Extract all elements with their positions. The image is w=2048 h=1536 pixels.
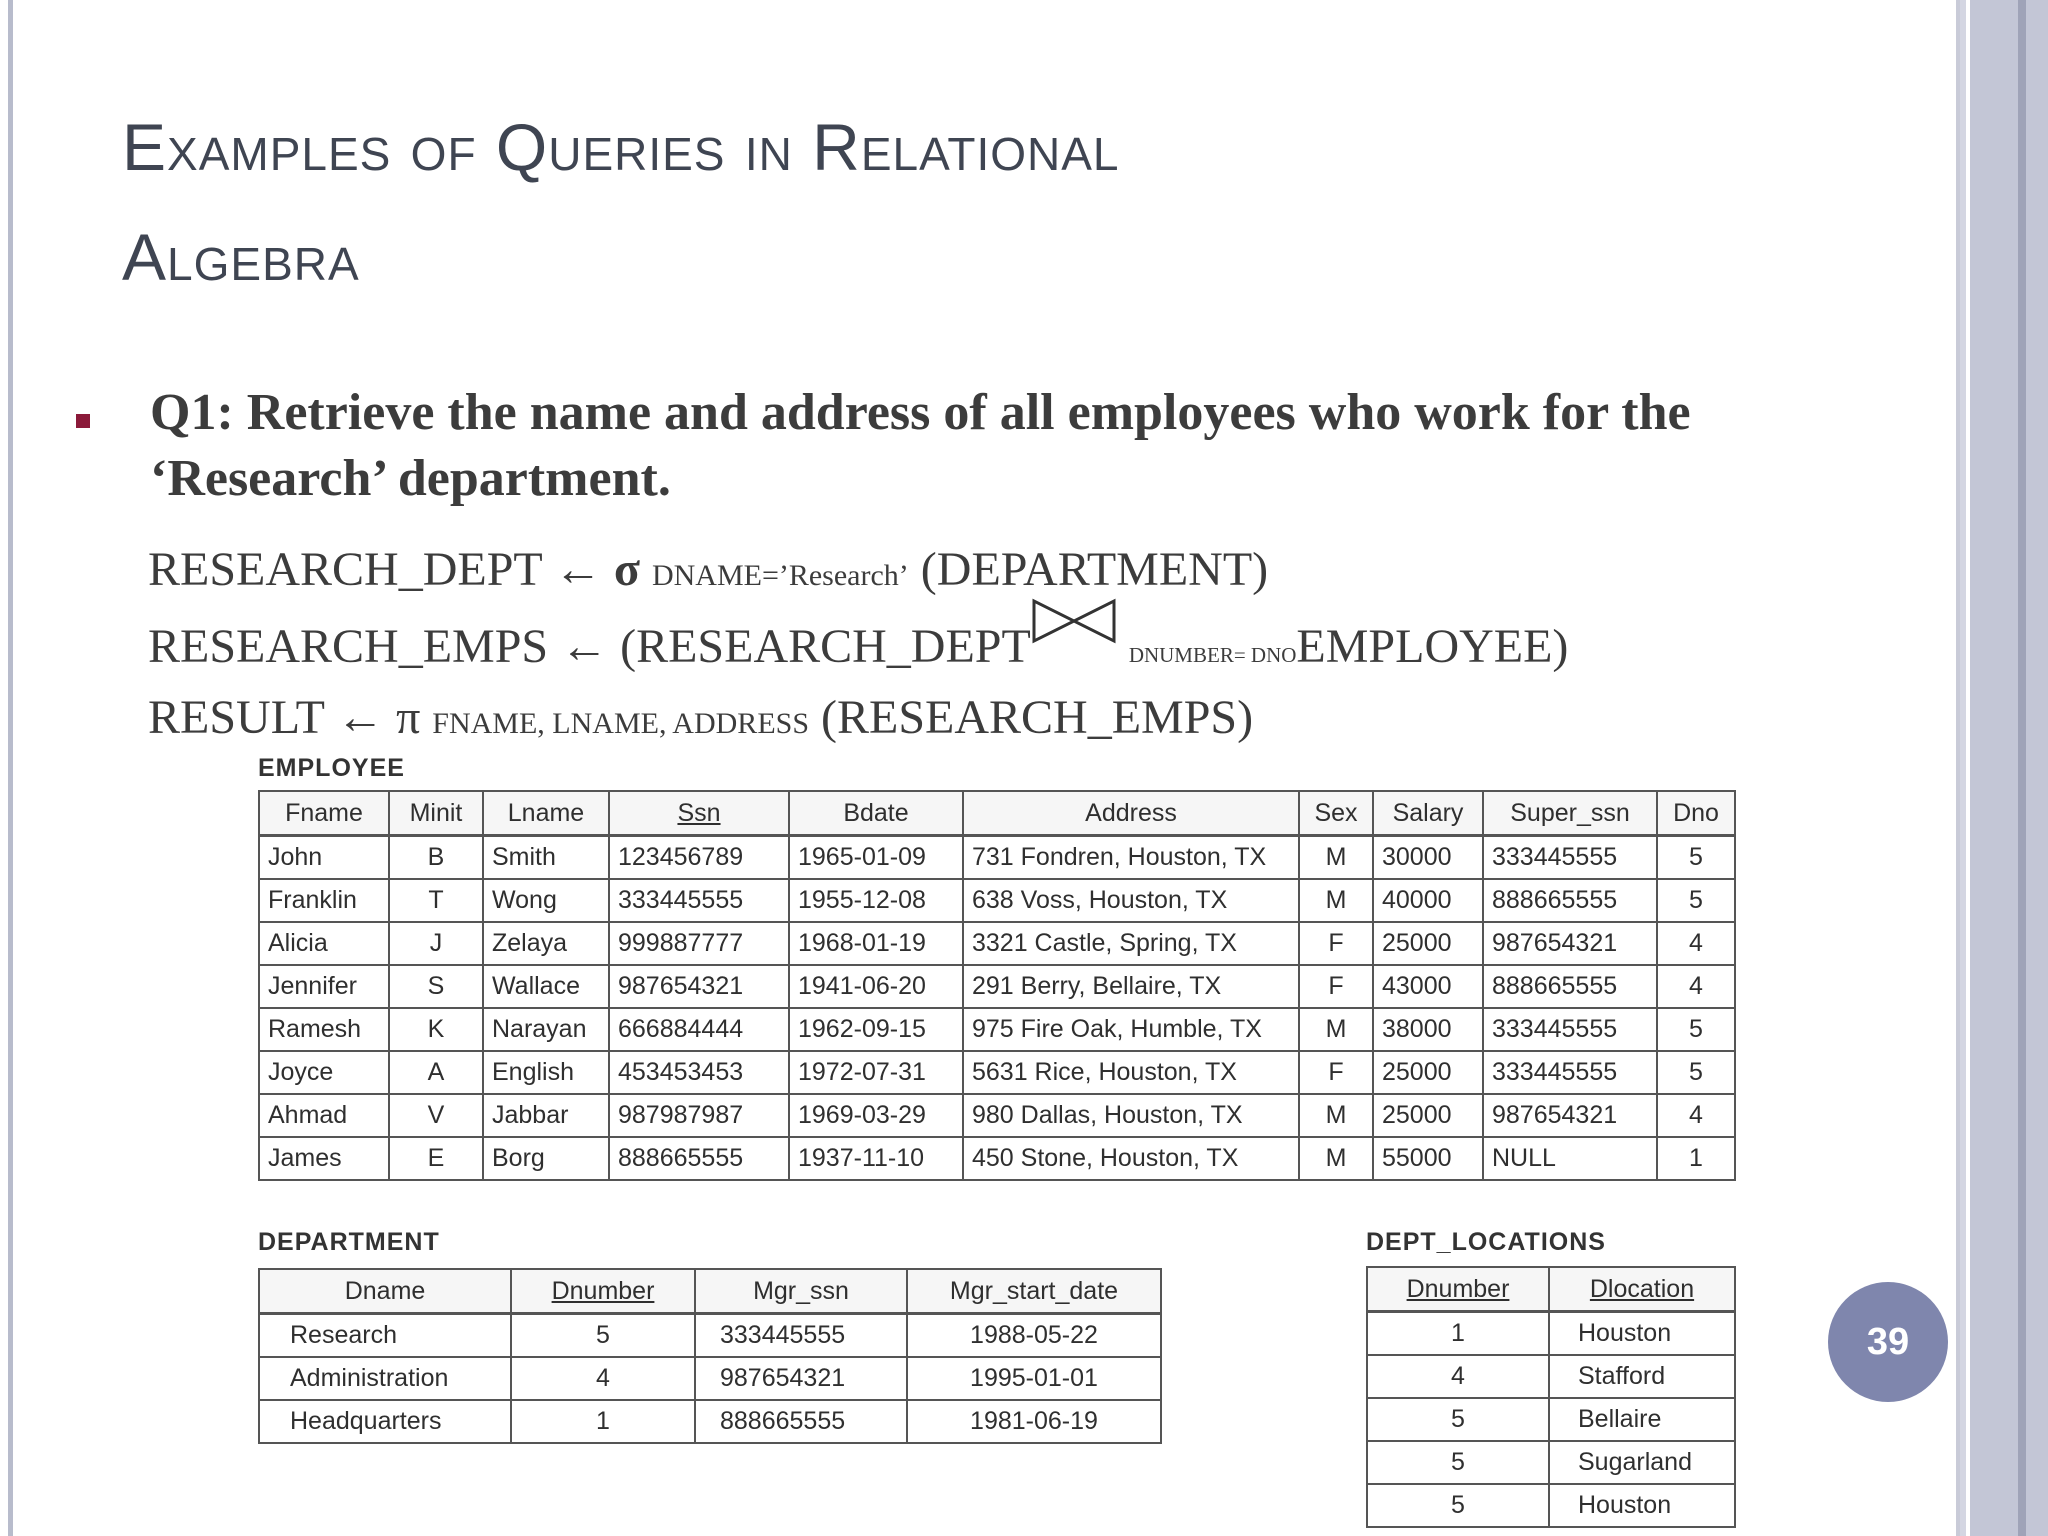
cell: 888665555 bbox=[1483, 879, 1657, 922]
right-decorative-band bbox=[1960, 0, 2048, 1536]
cell: Joyce bbox=[259, 1051, 389, 1094]
cell: 1 bbox=[1367, 1312, 1549, 1356]
cell: 1981-06-19 bbox=[907, 1400, 1161, 1443]
department-caption: DEPARTMENT bbox=[258, 1228, 440, 1256]
title-line-2: Algebra bbox=[122, 220, 360, 294]
cell: 987654321 bbox=[1483, 922, 1657, 965]
cell: J bbox=[389, 922, 483, 965]
cell: 1965-01-09 bbox=[789, 836, 963, 880]
cell: 5 bbox=[511, 1314, 695, 1358]
cell: 987654321 bbox=[695, 1357, 907, 1400]
cell: 888665555 bbox=[1483, 965, 1657, 1008]
cell: 453453453 bbox=[609, 1051, 789, 1094]
join-bowtie-icon bbox=[1031, 598, 1117, 644]
cell: S bbox=[389, 965, 483, 1008]
expr1-lhs: RESEARCH_DEPT bbox=[148, 543, 542, 596]
table-row bbox=[259, 922, 1735, 965]
bullet-square-icon bbox=[76, 414, 90, 428]
expr2-arrow: ← bbox=[560, 620, 609, 673]
cell: 123456789 bbox=[609, 836, 789, 880]
cell: M bbox=[1299, 879, 1373, 922]
cell: 4 bbox=[1657, 1094, 1735, 1137]
cell: 450 Stone, Houston, TX bbox=[963, 1137, 1299, 1180]
cell: 25000 bbox=[1373, 1051, 1483, 1094]
cell: 5 bbox=[1367, 1484, 1549, 1527]
col-header: Minit bbox=[389, 791, 483, 836]
expr3-arrow: ← bbox=[336, 691, 385, 744]
cell: M bbox=[1299, 1094, 1373, 1137]
cell: Bellaire bbox=[1549, 1398, 1735, 1441]
cell: 1941-06-20 bbox=[789, 965, 963, 1008]
table-row bbox=[1367, 1312, 1735, 1356]
cell: 291 Berry, Bellaire, TX bbox=[963, 965, 1299, 1008]
cell: K bbox=[389, 1008, 483, 1051]
cell: Ramesh bbox=[259, 1008, 389, 1051]
cell: F bbox=[1299, 965, 1373, 1008]
expr1-condition: DNAME=’Research’ bbox=[651, 559, 909, 592]
cell: Houston bbox=[1549, 1312, 1735, 1356]
cell: 4 bbox=[511, 1357, 695, 1400]
left-border bbox=[8, 0, 13, 1536]
cell: 1 bbox=[511, 1400, 695, 1443]
expression-research-emps bbox=[148, 616, 1568, 683]
employee-table bbox=[258, 790, 1736, 1181]
cell: 987987987 bbox=[609, 1094, 789, 1137]
expr2-condition: DNUMBER= DNO bbox=[1128, 643, 1297, 667]
dept-locations-caption: DEPT_LOCATIONS bbox=[1366, 1228, 1606, 1256]
cell: B bbox=[389, 836, 483, 880]
table-row bbox=[259, 1314, 1161, 1358]
table-row bbox=[1367, 1484, 1735, 1527]
cell: Stafford bbox=[1549, 1355, 1735, 1398]
dept-locations-header-row bbox=[1367, 1267, 1735, 1312]
cell: 333445555 bbox=[1483, 1051, 1657, 1094]
cell: Ahmad bbox=[259, 1094, 389, 1137]
cell: 5 bbox=[1367, 1398, 1549, 1441]
cell: 333445555 bbox=[695, 1314, 907, 1358]
table-row bbox=[1367, 1355, 1735, 1398]
cell: Sugarland bbox=[1549, 1441, 1735, 1484]
cell: English bbox=[483, 1051, 609, 1094]
cell: F bbox=[1299, 922, 1373, 965]
cell: 1972-07-31 bbox=[789, 1051, 963, 1094]
col-header-key: Dlocation bbox=[1549, 1267, 1735, 1312]
cell: John bbox=[259, 836, 389, 880]
table-row bbox=[259, 1357, 1161, 1400]
cell: Borg bbox=[483, 1137, 609, 1180]
expr3-attributes: FNAME, LNAME, ADDRESS bbox=[432, 707, 810, 740]
cell: 1995-01-01 bbox=[907, 1357, 1161, 1400]
cell: E bbox=[389, 1137, 483, 1180]
cell: 1955-12-08 bbox=[789, 879, 963, 922]
col-header: Dno bbox=[1657, 791, 1735, 836]
cell: M bbox=[1299, 836, 1373, 880]
cell: 888665555 bbox=[695, 1400, 907, 1443]
expr2-lhs: RESEARCH_EMPS bbox=[148, 620, 549, 673]
slide-title bbox=[122, 92, 1902, 312]
cell: 5 bbox=[1657, 1008, 1735, 1051]
cell: 1937-11-10 bbox=[789, 1137, 963, 1180]
cell: 333445555 bbox=[1483, 836, 1657, 880]
cell: 987654321 bbox=[1483, 1094, 1657, 1137]
cell: M bbox=[1299, 1137, 1373, 1180]
cell: 638 Voss, Houston, TX bbox=[963, 879, 1299, 922]
employee-caption: EMPLOYEE bbox=[258, 754, 405, 782]
cell: 5 bbox=[1657, 1051, 1735, 1094]
cell: 888665555 bbox=[609, 1137, 789, 1180]
col-header: Mgr_start_date bbox=[907, 1269, 1161, 1314]
col-header: Dname bbox=[259, 1269, 511, 1314]
sigma-select-symbol: σ bbox=[613, 543, 640, 596]
cell: 40000 bbox=[1373, 879, 1483, 922]
cell: 3321 Castle, Spring, TX bbox=[963, 922, 1299, 965]
table-row bbox=[259, 965, 1735, 1008]
cell: 980 Dallas, Houston, TX bbox=[963, 1094, 1299, 1137]
cell: Headquarters bbox=[259, 1400, 511, 1443]
cell: Zelaya bbox=[483, 922, 609, 965]
cell: 5 bbox=[1657, 879, 1735, 922]
cell: 55000 bbox=[1373, 1137, 1483, 1180]
cell: T bbox=[389, 879, 483, 922]
department-table bbox=[258, 1268, 1162, 1444]
table-row bbox=[259, 1137, 1735, 1180]
question-text: Q1: Retrieve the name and address of all employees who work for the ‘Research’ department. bbox=[150, 384, 1691, 507]
cell: 1962-09-15 bbox=[789, 1008, 963, 1051]
col-header: Lname bbox=[483, 791, 609, 836]
cell: Research bbox=[259, 1314, 511, 1358]
cell: 1988-05-22 bbox=[907, 1314, 1161, 1358]
cell: 4 bbox=[1657, 922, 1735, 965]
pi-project-symbol: π bbox=[396, 691, 421, 744]
cell: NULL bbox=[1483, 1137, 1657, 1180]
cell: 43000 bbox=[1373, 965, 1483, 1008]
cell: V bbox=[389, 1094, 483, 1137]
cell: 731 Fondren, Houston, TX bbox=[963, 836, 1299, 880]
table-row bbox=[259, 1008, 1735, 1051]
col-header-key: Dnumber bbox=[1367, 1267, 1549, 1312]
col-header-key: Dnumber bbox=[511, 1269, 695, 1314]
cell: 333445555 bbox=[1483, 1008, 1657, 1051]
col-header-key: Ssn bbox=[609, 791, 789, 836]
cell: 4 bbox=[1367, 1355, 1549, 1398]
cell: 1969-03-29 bbox=[789, 1094, 963, 1137]
cell: M bbox=[1299, 1008, 1373, 1051]
table-row bbox=[259, 879, 1735, 922]
expr1-argument: (DEPARTMENT) bbox=[920, 543, 1269, 596]
col-header: Salary bbox=[1373, 791, 1483, 836]
expr1-arrow: ← bbox=[553, 543, 602, 596]
cell: 38000 bbox=[1373, 1008, 1483, 1051]
cell: Jennifer bbox=[259, 965, 389, 1008]
cell: 5631 Rice, Houston, TX bbox=[963, 1051, 1299, 1094]
expression-result bbox=[148, 690, 1253, 752]
cell: 1968-01-19 bbox=[789, 922, 963, 965]
cell: F bbox=[1299, 1051, 1373, 1094]
cell: 5 bbox=[1367, 1441, 1549, 1484]
col-header: Fname bbox=[259, 791, 389, 836]
expression-research-dept bbox=[148, 542, 1268, 604]
cell: Narayan bbox=[483, 1008, 609, 1051]
cell: 30000 bbox=[1373, 836, 1483, 880]
employee-header-row bbox=[259, 791, 1735, 836]
cell: 999887777 bbox=[609, 922, 789, 965]
cell: Houston bbox=[1549, 1484, 1735, 1527]
page-number-badge: 39 bbox=[1828, 1282, 1948, 1402]
table-row bbox=[259, 1094, 1735, 1137]
expr3-lhs: RESULT bbox=[148, 691, 325, 744]
col-header: Super_ssn bbox=[1483, 791, 1657, 836]
table-row bbox=[259, 1051, 1735, 1094]
col-header: Sex bbox=[1299, 791, 1373, 836]
cell: 333445555 bbox=[609, 879, 789, 922]
cell: Franklin bbox=[259, 879, 389, 922]
cell: Alicia bbox=[259, 922, 389, 965]
table-row bbox=[259, 1400, 1161, 1443]
table-row bbox=[259, 836, 1735, 880]
cell: 987654321 bbox=[609, 965, 789, 1008]
expr3-argument: (RESEARCH_EMPS) bbox=[821, 691, 1254, 744]
cell: Wong bbox=[483, 879, 609, 922]
col-header: Bdate bbox=[789, 791, 963, 836]
cell: 25000 bbox=[1373, 1094, 1483, 1137]
cell: Wallace bbox=[483, 965, 609, 1008]
cell: 4 bbox=[1657, 965, 1735, 1008]
cell: Jabbar bbox=[483, 1094, 609, 1137]
cell: A bbox=[389, 1051, 483, 1094]
title-line-1: Examples of Queries in Relational bbox=[122, 110, 1120, 184]
col-header: Address bbox=[963, 791, 1299, 836]
cell: 666884444 bbox=[609, 1008, 789, 1051]
cell: 5 bbox=[1657, 836, 1735, 880]
cell: 975 Fire Oak, Humble, TX bbox=[963, 1008, 1299, 1051]
cell: James bbox=[259, 1137, 389, 1180]
expr2-left: (RESEARCH_DEPT bbox=[620, 620, 1031, 673]
department-header-row bbox=[259, 1269, 1161, 1314]
col-header: Mgr_ssn bbox=[695, 1269, 907, 1314]
cell: Administration bbox=[259, 1357, 511, 1400]
cell: Smith bbox=[483, 836, 609, 880]
expr2-right: EMPLOYEE) bbox=[1296, 620, 1569, 673]
cell: 1 bbox=[1657, 1137, 1735, 1180]
dept-locations-table bbox=[1366, 1266, 1736, 1528]
table-row bbox=[1367, 1398, 1735, 1441]
table-row bbox=[1367, 1441, 1735, 1484]
cell: 25000 bbox=[1373, 922, 1483, 965]
